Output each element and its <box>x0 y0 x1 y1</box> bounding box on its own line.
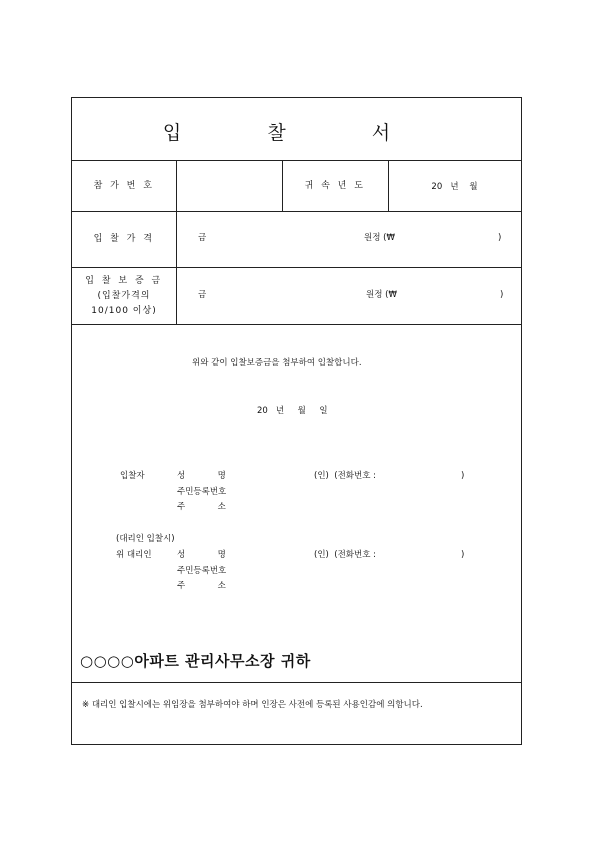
statement: 위와 같이 입찰보증금을 첨부하여 입찰합니다. <box>192 358 362 368</box>
bid-form <box>71 97 522 745</box>
footnote: ※ 대리인 입찰시에는 위임장을 첨부하여야 하며 인장은 사전에 등록된 사용인감에 의함니다. <box>82 700 423 710</box>
body-section <box>72 325 521 683</box>
form-title: 입 찰 서 <box>162 122 431 144</box>
participant-row <box>72 161 521 212</box>
agent-address-label: 주 소 <box>177 581 226 591</box>
date-line: 20 년 월 일 <box>257 406 328 416</box>
agent-name-label: 성 명 <box>177 550 226 560</box>
bid-price-row <box>72 212 521 268</box>
participant-no-label: 참 가 번 호 <box>93 180 155 191</box>
bid-bond-close: ) <box>500 290 504 300</box>
bidder-phone-close: ) <box>461 471 465 481</box>
bidder-label: 입찰자 <box>120 471 145 481</box>
bid-price-prefix: 금 <box>198 233 207 243</box>
bidder-seal-phone: (인) (전화번호 : <box>314 471 376 481</box>
participant-no-field[interactable] <box>176 161 282 211</box>
bid-bond-field[interactable] <box>176 268 521 324</box>
agent-resident-no-label: 주민등록번호 <box>177 566 227 576</box>
bid-price-won: 원정 (₩ <box>364 233 395 243</box>
bid-price-close: ) <box>498 233 502 243</box>
bid-bond-prefix: 금 <box>198 290 207 300</box>
bid-bond-label: 입 찰 보 증 금 (입찰가격의 10/100 이상) <box>85 275 163 316</box>
agent-label: 위 대리인 <box>116 550 152 560</box>
bid-bond-won: 원정 (₩ <box>366 290 397 300</box>
bid-price-label: 입 찰 가 격 <box>93 234 155 244</box>
agent-phone-close: ) <box>461 550 465 560</box>
bidder-address-label: 주 소 <box>177 502 226 512</box>
bid-price-field[interactable] <box>176 212 521 267</box>
agent-seal-phone: (인) (전화번호 : <box>314 550 376 560</box>
title-row <box>72 98 521 161</box>
fiscal-year-label: 귀 속 년 도 <box>304 180 366 191</box>
addressee: ○○○○아파트 관리사무소장 귀하 <box>80 652 311 670</box>
bid-bond-row <box>72 268 521 325</box>
fiscal-year-field[interactable] <box>388 161 521 211</box>
fiscal-year-value: 20 년 월 <box>431 182 478 192</box>
bidder-name-label: 성 명 <box>177 471 226 481</box>
agent-note: (대리인 입찰시) <box>116 534 175 544</box>
bidder-resident-no-label: 주민등록번호 <box>177 487 227 497</box>
